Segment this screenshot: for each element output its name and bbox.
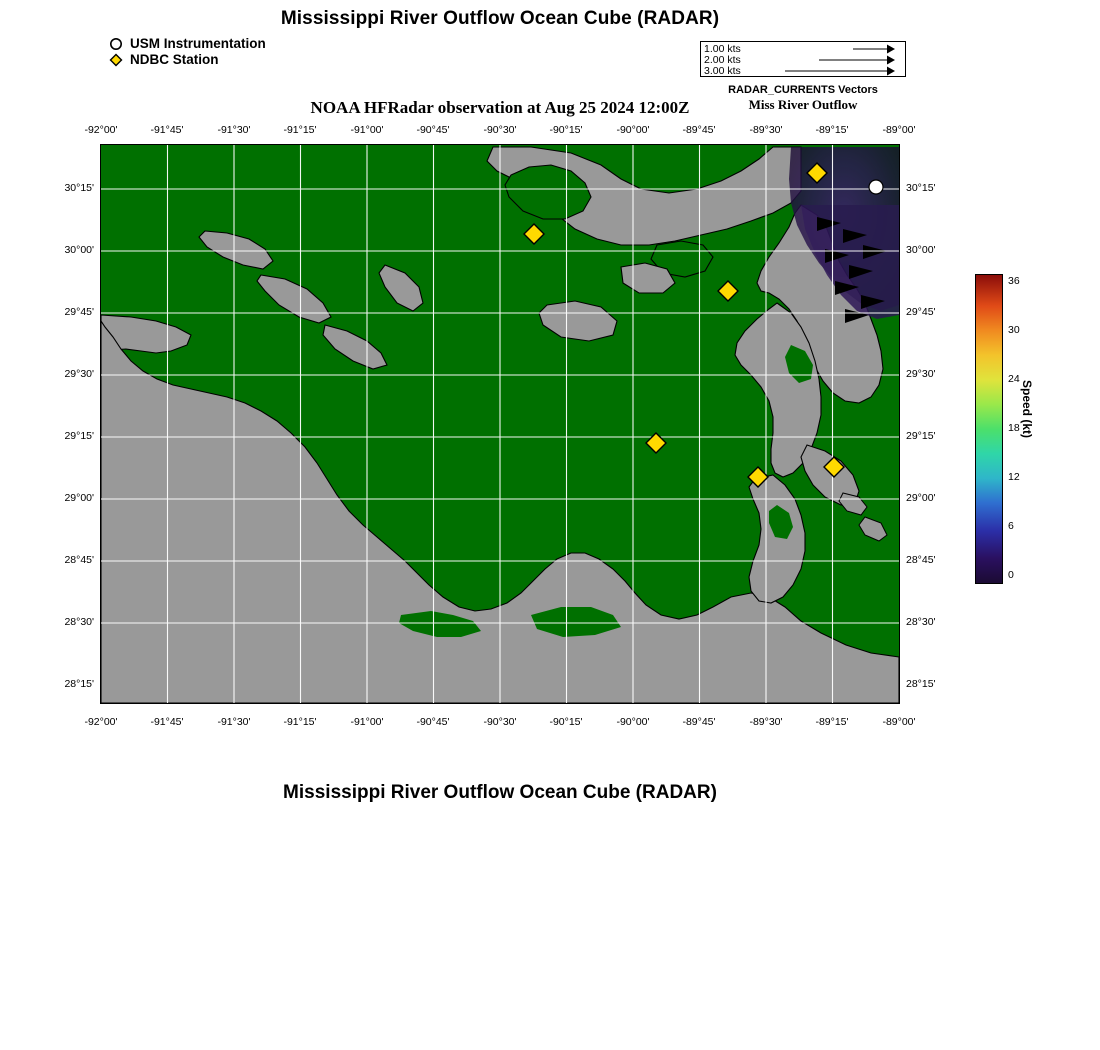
y-tick-right-3: 29°30': [906, 368, 936, 380]
y-tick-left-0: 30°15': [64, 182, 94, 194]
map-canvas[interactable]: [100, 144, 900, 704]
x-tick-bottom-6: -90°30': [483, 716, 517, 728]
y-tick-left-2: 29°45': [64, 306, 94, 318]
x-tick-top-1: -91°45': [150, 124, 184, 136]
x-tick-bottom-11: -89°15': [815, 716, 849, 728]
x-tick-bottom-2: -91°30': [217, 716, 251, 728]
legend-item-usm: [108, 36, 358, 52]
y-tick-right-1: 30°00': [906, 244, 936, 256]
x-tick-bottom-1: -91°45': [150, 716, 184, 728]
x-tick-top-11: -89°15': [815, 124, 849, 136]
colorbar-tick-0: 0: [1008, 569, 1014, 581]
legend-item-ndbc: [108, 52, 358, 68]
vector-scale-arrows: [701, 42, 905, 76]
x-tick-top-3: -91°15': [283, 124, 317, 136]
y-tick-right-4: 29°15': [906, 430, 936, 442]
x-tick-top-5: -90°45': [416, 124, 450, 136]
x-tick-top-10: -89°30': [749, 124, 783, 136]
x-tick-top-2: -91°30': [217, 124, 251, 136]
colorbar-tick-18: 18: [1008, 422, 1020, 434]
y-tick-left-5: 29°00': [64, 492, 94, 504]
y-tick-right-5: 29°00': [906, 492, 936, 504]
speed-colorbar: [975, 274, 1003, 584]
colorbar-tick-36: 36: [1008, 275, 1020, 287]
y-tick-right-7: 28°30': [906, 616, 936, 628]
x-tick-top-8: -90°00': [616, 124, 650, 136]
vector-scale-label-1: 1.00 kts: [704, 43, 741, 55]
x-tick-bottom-5: -90°45': [416, 716, 450, 728]
outflow-label: Miss River Outflow: [748, 97, 858, 112]
x-tick-bottom-12: -89°00': [882, 716, 916, 728]
y-tick-left-4: 29°15': [64, 430, 94, 442]
y-tick-left-1: 30°00': [64, 244, 94, 256]
y-tick-right-8: 28°15': [906, 678, 936, 690]
y-tick-right-2: 29°45': [906, 306, 936, 318]
x-tick-bottom-8: -90°00': [616, 716, 650, 728]
x-tick-bottom-10: -89°30': [749, 716, 783, 728]
diamond-marker-icon: [108, 53, 126, 67]
vector-scale-label-2: 2.00 kts: [704, 54, 741, 66]
colorbar-tick-24: 24: [1008, 373, 1020, 385]
y-tick-left-3: 29°30': [64, 368, 94, 380]
x-tick-top-9: -89°45': [682, 124, 716, 136]
x-tick-bottom-0: -92°00': [84, 716, 118, 728]
x-tick-bottom-9: -89°45': [682, 716, 716, 728]
x-tick-top-4: -91°00': [350, 124, 384, 136]
x-tick-top-6: -90°30': [483, 124, 517, 136]
x-tick-bottom-3: -91°15': [283, 716, 317, 728]
colorbar-title: Speed (kt): [1020, 380, 1034, 439]
y-tick-left-6: 28°45': [64, 554, 94, 566]
y-tick-left-8: 28°15': [64, 678, 94, 690]
legend-label-ndbc: NDBC Station: [130, 52, 219, 67]
map-subtitle: NOAA HFRadar observation at Aug 25 2024 12:00Z: [310, 98, 690, 117]
x-tick-top-7: -90°15': [549, 124, 583, 136]
vector-key-caption: RADAR_CURRENTS Vectors: [728, 84, 878, 96]
colorbar-tick-30: 30: [1008, 324, 1020, 336]
circle-marker-icon: [108, 37, 126, 51]
colorbar-gradient: [976, 275, 1002, 583]
y-tick-right-0: 30°15': [906, 182, 936, 194]
vector-scale-label-3: 3.00 kts: [704, 65, 741, 77]
map-graphics: [101, 145, 899, 703]
y-tick-left-7: 28°30': [64, 616, 94, 628]
x-tick-bottom-7: -90°15': [549, 716, 583, 728]
vector-scale-key: [700, 41, 906, 77]
legend-label-usm: USM Instrumentation: [130, 36, 266, 51]
y-tick-right-6: 28°45': [906, 554, 936, 566]
colorbar-tick-12: 12: [1008, 471, 1020, 483]
x-tick-top-0: -92°00': [84, 124, 118, 136]
map-legend: [108, 36, 358, 68]
x-tick-top-12: -89°00': [882, 124, 916, 136]
page-title: Mississippi River Outflow Ocean Cube (RADAR): [280, 8, 720, 29]
colorbar-tick-6: 6: [1008, 520, 1014, 532]
x-tick-bottom-4: -91°00': [350, 716, 384, 728]
usm-instrumentation-marker: [869, 180, 883, 194]
bottom-title: Mississippi River Outflow Ocean Cube (RADAR): [283, 782, 717, 803]
